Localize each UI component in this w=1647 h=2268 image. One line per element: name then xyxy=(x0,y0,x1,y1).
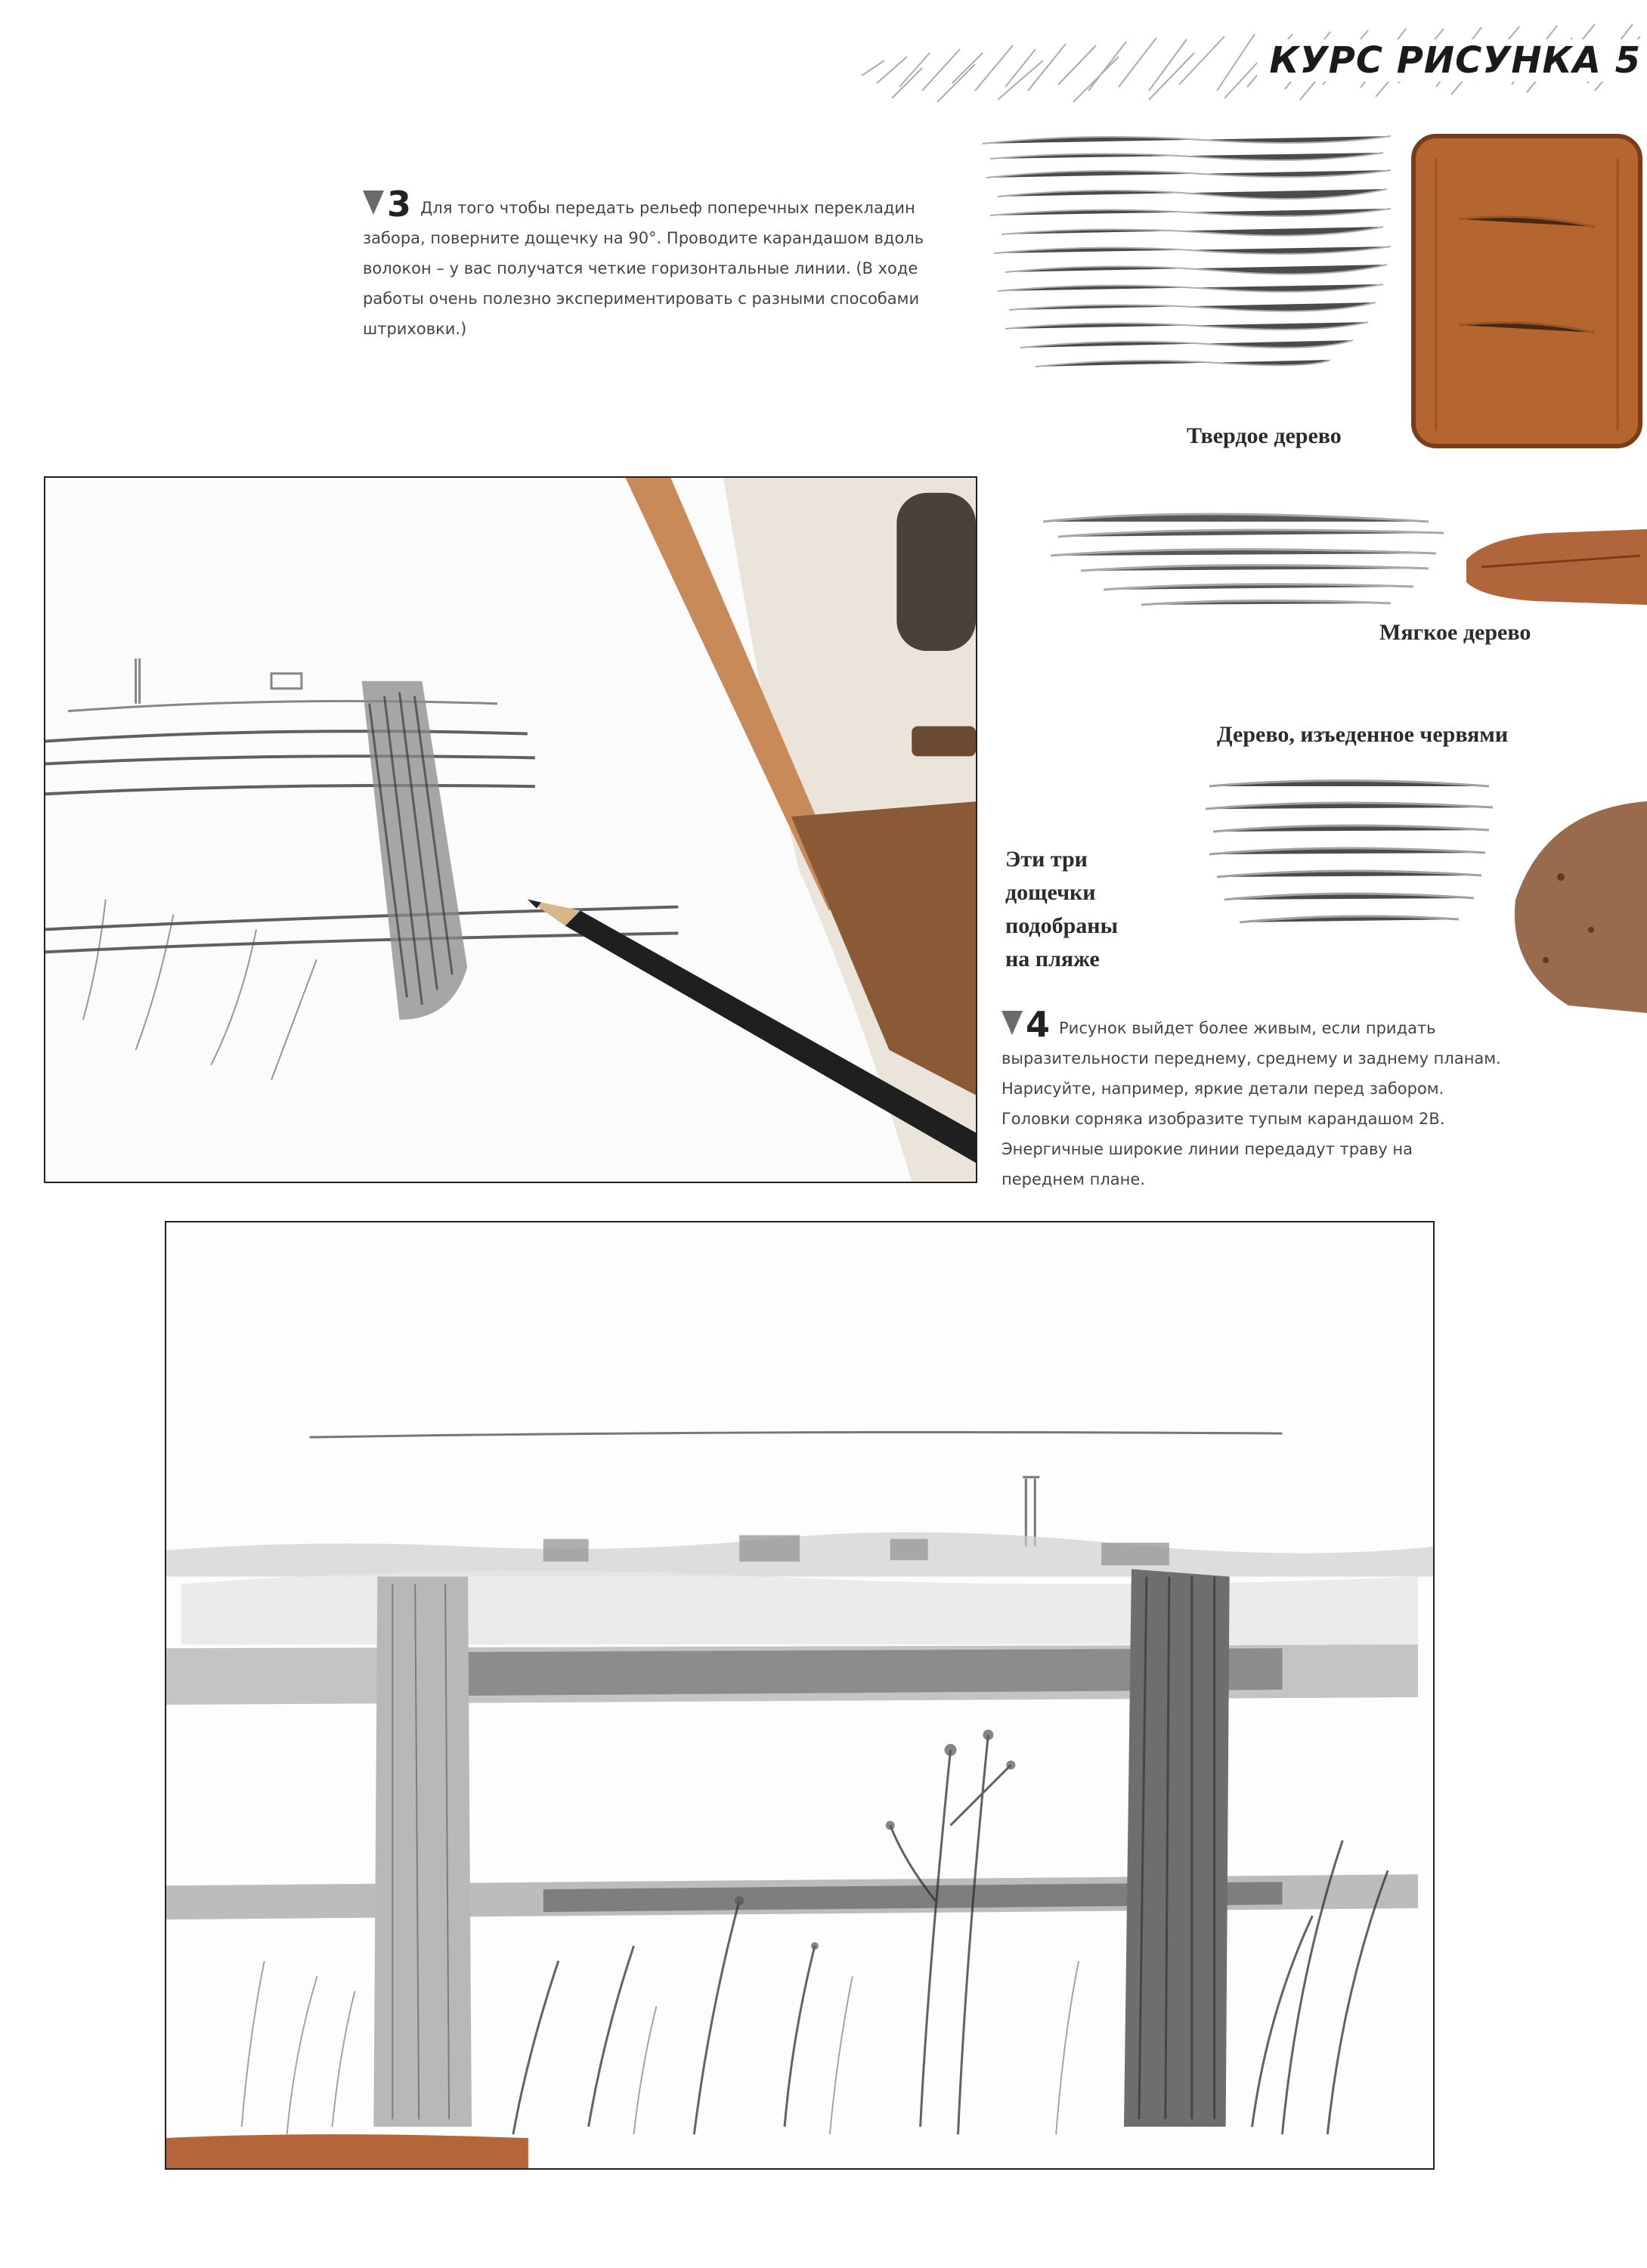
step-4-line: Головки сорняка изобразите тупым карандашом 2В. xyxy=(1002,1110,1445,1128)
beach-caption-line: дощечки xyxy=(1005,880,1096,905)
worm-wood-caption: Дерево, изъеденное червями xyxy=(1217,722,1509,747)
step-3-text xyxy=(363,184,937,344)
step-4-line: 4 Рисунок выйдет более живым, если придать xyxy=(1002,1009,1621,1043)
beach-caption-line: подобраны xyxy=(1005,913,1118,938)
beach-caption xyxy=(1005,843,1118,976)
step-4-line: выразительности переднему, среднему и заднему планам. xyxy=(1002,1049,1501,1067)
page-header-title: КУРС РИСУНКА 5 xyxy=(1257,39,1647,82)
step-4-number: 4 xyxy=(1026,1004,1051,1045)
photo-drawing-in-progress xyxy=(44,476,977,1183)
soft-wood-caption: Мягкое дерево xyxy=(1379,620,1531,645)
step-3-line: забора, поверните дощечку на 90°. Проводите карандашом вдоль xyxy=(363,229,924,247)
hard-wood-photo xyxy=(1406,129,1647,454)
worm-wood-photo xyxy=(1500,794,1647,1021)
step-4-line: Энергичные широкие линии передадут траву на xyxy=(1002,1140,1413,1158)
step-3-number: 3 xyxy=(387,184,412,225)
triangle-icon xyxy=(363,191,384,215)
hard-wood-caption: Твердое дерево xyxy=(1187,423,1342,448)
step-3-line: 3 Для того чтобы передать рельеф поперечных перекладин xyxy=(363,189,937,223)
step-4-line: переднем плане. xyxy=(1002,1170,1145,1188)
beach-caption-line: Эти три xyxy=(1005,847,1088,872)
step-3-line: работы очень полезно экспериментировать с разными способами xyxy=(363,290,920,308)
soft-wood-texture-sample xyxy=(1036,491,1451,627)
step-3-line: штриховки.) xyxy=(363,320,467,338)
step-3-line: волокон – у вас получатся четкие горизонтальные линии. (В ходе xyxy=(363,259,918,277)
photo-finished-drawing xyxy=(165,1221,1435,2170)
beach-caption-line: на пляже xyxy=(1005,947,1100,971)
worm-wood-texture-sample xyxy=(1202,764,1497,945)
hard-wood-texture-sample xyxy=(975,113,1398,401)
triangle-icon xyxy=(1002,1011,1023,1035)
step-4-line: Нарисуйте, например, яркие детали перед забором. xyxy=(1002,1080,1444,1098)
soft-wood-photo xyxy=(1459,514,1647,620)
step-4-text xyxy=(1002,1004,1621,1194)
